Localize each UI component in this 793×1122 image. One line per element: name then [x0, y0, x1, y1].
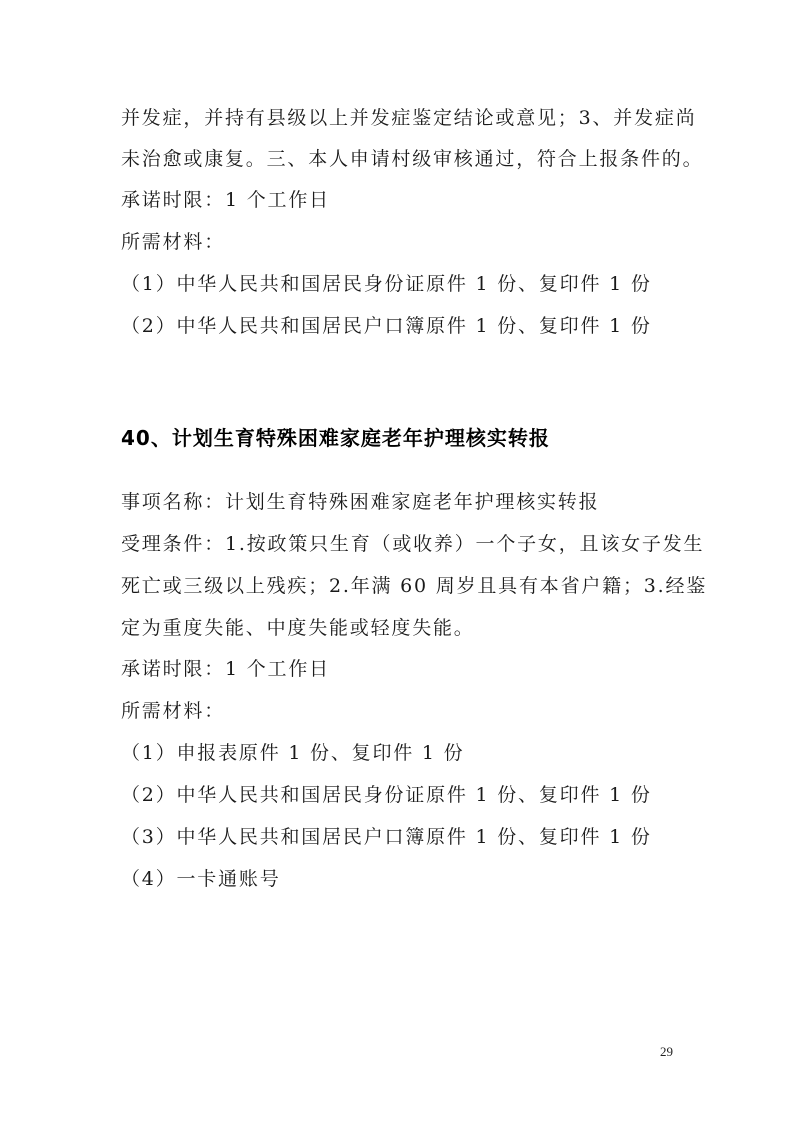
body-text-line: 并发症，并持有县级以上并发症鉴定结论或意见；3、并发症尚 [121, 107, 697, 129]
material-list-item: （1）中华人民共和国居民身份证原件 1 份、复印件 1 份 [121, 273, 652, 295]
material-list-item: （3）中华人民共和国居民户口簿原件 1 份、复印件 1 份 [121, 826, 652, 848]
item-name-text: 事项名称：计划生育特殊困难家庭老年护理核实转报 [121, 491, 600, 513]
material-list-item: （1）申报表原件 1 份、复印件 1 份 [121, 742, 465, 764]
materials-label: 所需材料： [121, 231, 226, 253]
conditions-text-line: 定为重度失能、中度失能或轻度失能。 [121, 617, 475, 639]
promise-time-text: 承诺时限：1 个工作日 [121, 658, 330, 680]
material-list-item: （2）中华人民共和国居民身份证原件 1 份、复印件 1 份 [121, 784, 652, 806]
material-list-item: （2）中华人民共和国居民户口簿原件 1 份、复印件 1 份 [121, 315, 652, 337]
section-heading: 40、计划生育特殊困难家庭老年护理核实转报 [121, 426, 550, 450]
material-list-item: （4）一卡通账号 [121, 868, 281, 890]
page-number: 29 [660, 1044, 673, 1059]
body-text-line: 未治愈或康复。三、本人申请村级审核通过，符合上报条件的。 [121, 148, 704, 170]
promise-time-text: 承诺时限：1 个工作日 [121, 189, 330, 211]
conditions-text-line: 死亡或三级以上残疾；2.年满 60 周岁且具有本省户籍；3.经鉴 [121, 575, 708, 597]
conditions-text-line: 受理条件：1.按政策只生育（或收养）一个子女，且该女子发生 [121, 533, 705, 555]
materials-label: 所需材料： [121, 700, 226, 722]
